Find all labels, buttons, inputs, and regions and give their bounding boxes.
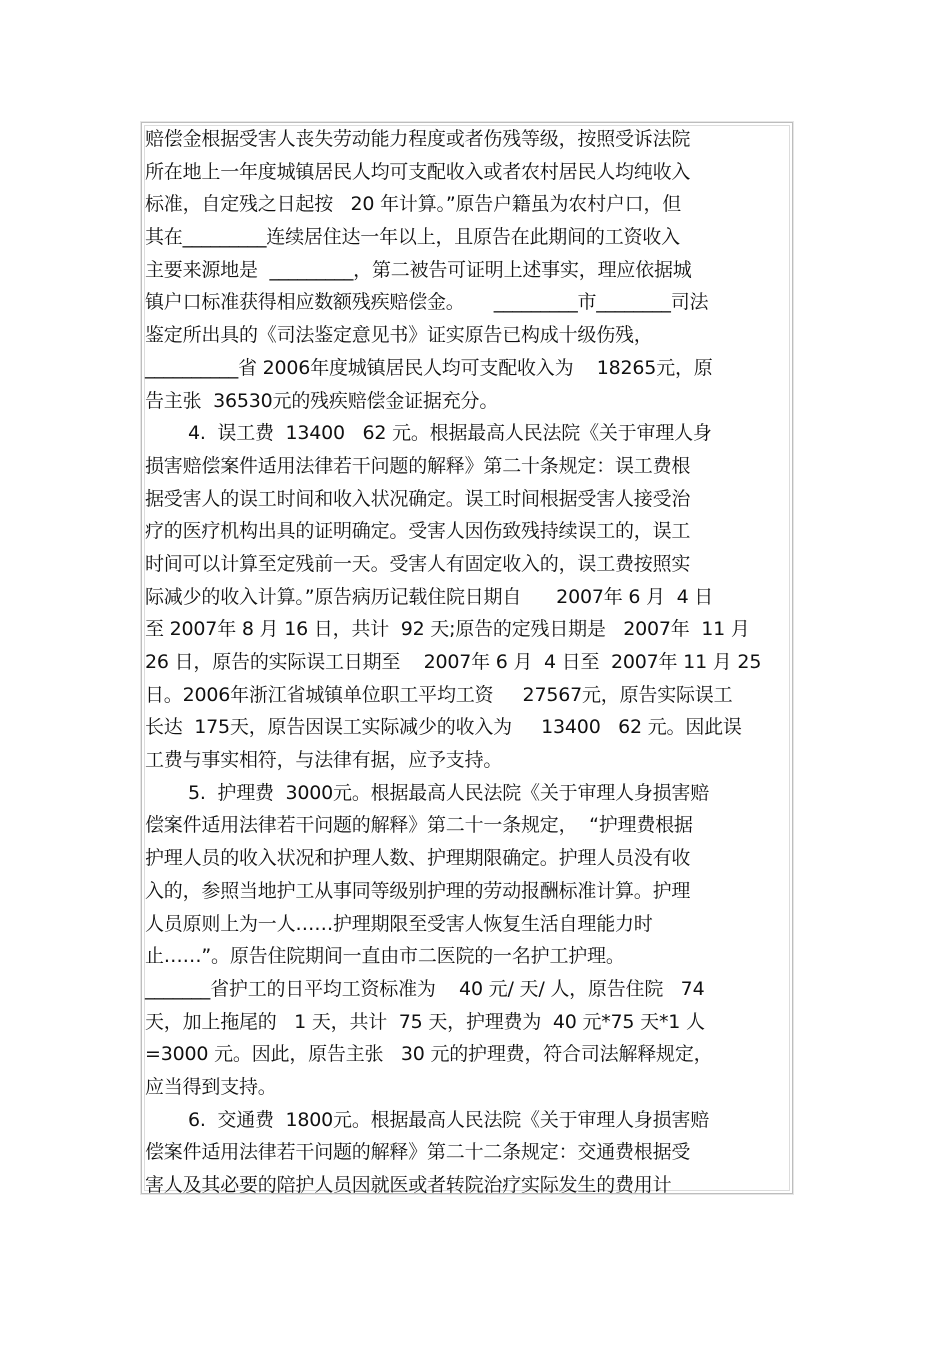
text-line: 损害赔偿案件适用法律若干问题的解释》第二十条规定：误工费根 [145,454,691,477]
text-line: 告主张 36530元的残疾赔偿金证据充分。 [145,389,499,412]
text-line: =3000 元。因此，原告主张 30 元的护理费，符合司法解释规定， [145,1043,713,1066]
paragraph-heading-4: 4. 误工费 13400 62 元。根据最高人民法院《关于审理人身 [188,422,712,445]
text-line: 天，加上拖尾的 1 天，共计 75 天，护理费为 40 元*75 天*1 人 [145,1010,705,1033]
text-line: 镇户口标准获得相应数额残疾赔偿金。 _________市________司法 [145,291,709,314]
text-line: 工费与事实相符，与法律有据，应予支持。 [145,749,503,772]
text-line: 鉴定所出具的《司法鉴定意见书》证实原告已构成十级伤残， [145,324,653,347]
text-line: 人员原则上为一人……护理期限至受害人恢复生活自理能力时 [145,912,653,935]
document-body [145,123,790,1202]
text-line: 其在_________连续居住达一年以上，且原告在此期间的工资收入 [145,226,680,249]
text-line: 疗的医疗机构出具的证明确定。受害人因伤致残持续误工的，误工 [145,520,691,543]
text-line: 时间可以计算至定残前一天。受害人有固定收入的，误工费按照实 [145,552,691,575]
text-line: 据受害人的误工时间和收入状况确定。误工时间根据受害人接受治 [145,487,691,510]
text-line: _______省护工的日平均工资标准为 40 元/ 天/ 人，原告住院 74 [145,977,705,1000]
text-line: 害人及其必要的陪护人员因就医或者转院治疗实际发生的费用计 [145,1174,672,1196]
text-line: 际减少的收入计算。”原告病历记载住院日期自 2007年 6 月 4 日 [145,585,714,608]
paragraph-heading-5: 5. 护理费 3000元。根据最高人民法院《关于审理人身损害赔 [188,781,710,804]
text-line: 应当得到支持。 [145,1075,277,1098]
text-line: 所在地上一年度城镇居民人均可支配收入或者农村居民人均纯收入 [145,160,691,183]
text-line: 赔偿金根据受害人丧失劳动能力程度或者伤残等级，按照受诉法院 [145,128,691,150]
text-line: __________省 2006年度城镇居民人均可支配收入为 18265元，原 [145,356,713,379]
text-line: 标准，自定残之日起按 20 年计算。”原告户籍虽为农村户口，但 [145,193,682,216]
text-line: 26 日，原告的实际误工日期至 2007年 6 月 4 日至 2007年 11 月 25 [145,651,762,673]
text-line: 主要来源地是 _________，第二被告可证明上述事实，理应依据城 [145,258,692,281]
text-line: 至 2007年 8 月 16 日，共计 92 天;原告的定残日期是 2007年 11 月 [145,618,750,641]
text-line: 日。2006年浙江省城镇单位职工平均工资 27567元，原告实际误工 [145,683,733,706]
text-line: 偿案件适用法律若干问题的解释》第二十二条规定：交通费根据受 [145,1141,691,1164]
text-line: 护理人员的收入状况和护理人数、护理期限确定。护理人员没有收 [145,847,691,870]
text-line: 入的，参照当地护工从事同等级别护理的劳动报酬标准计算。护理 [145,879,691,902]
text-line: 偿案件适用法律若干问题的解释》第二十一条规定， “护理费根据 [145,814,693,837]
text-line: 长达 175天，原告因误工实际减少的收入为 13400 62 元。因此误 [145,716,742,739]
paragraph-heading-6: 6. 交通费 1800元。根据最高人民法院《关于审理人身损害赔 [188,1108,710,1131]
text-line: 止……”。原告住院期间一直由市二医院的一名护工护理。 [145,945,625,968]
